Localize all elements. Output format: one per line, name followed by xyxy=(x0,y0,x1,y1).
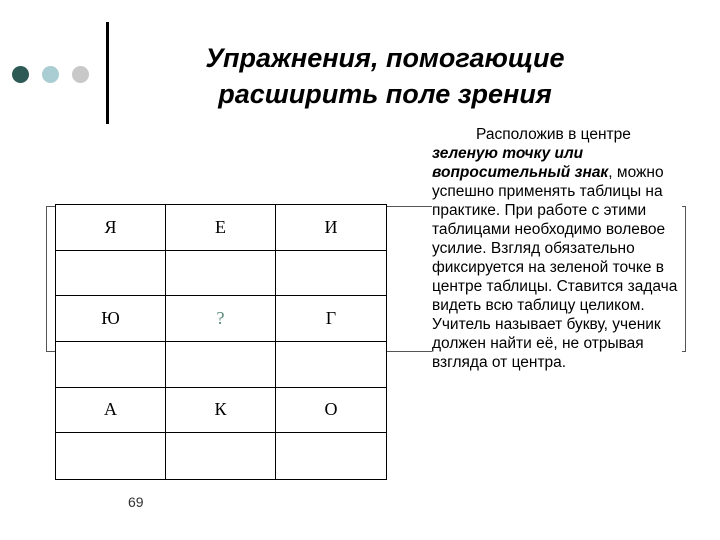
description-intro: Расположив в центре xyxy=(476,126,631,143)
table-cell: А xyxy=(56,388,166,434)
description-emphasis: зеленую точку или вопросительный знак xyxy=(432,145,609,181)
table-cell xyxy=(166,433,276,479)
table-cell: К xyxy=(166,388,276,434)
title-divider xyxy=(106,22,109,124)
table-cell: Г xyxy=(276,296,386,342)
description-text xyxy=(432,125,682,372)
table-cell xyxy=(276,342,386,388)
table-cell: Е xyxy=(166,205,276,251)
table-cell xyxy=(276,433,386,479)
table-cell: Ю xyxy=(56,296,166,342)
table-cell: О xyxy=(276,388,386,434)
table-cell: Я xyxy=(56,205,166,251)
decor-dot-gray xyxy=(72,66,89,83)
decor-dot-dark xyxy=(12,66,29,83)
table-cell: И xyxy=(276,205,386,251)
letter-table xyxy=(55,204,387,480)
table-cell-center-question: ? xyxy=(166,296,276,342)
table-cell xyxy=(166,251,276,297)
table-cell xyxy=(166,342,276,388)
title-line-1: Упражнения, помогающие xyxy=(205,43,565,73)
table-cell xyxy=(56,433,166,479)
table-cell xyxy=(276,251,386,297)
table-cell xyxy=(56,342,166,388)
table-cell xyxy=(56,251,166,297)
decor-dot-light-blue xyxy=(42,66,59,83)
page-number: 69 xyxy=(128,494,144,510)
slide-title xyxy=(150,40,620,112)
description-body: , можно успешно применять таблицы на практике. При работе с этими таблицами необходимо волевое усилие. Взгляд обязательно фиксируется на зеленой точке в центре таблицы. Ставится задача видеть всю таблицу целиком. Учитель называет букву, ученик должен найти её, не отрывая взгляда от центра. xyxy=(432,164,678,371)
title-line-2: расширить поле зрения xyxy=(218,79,552,109)
